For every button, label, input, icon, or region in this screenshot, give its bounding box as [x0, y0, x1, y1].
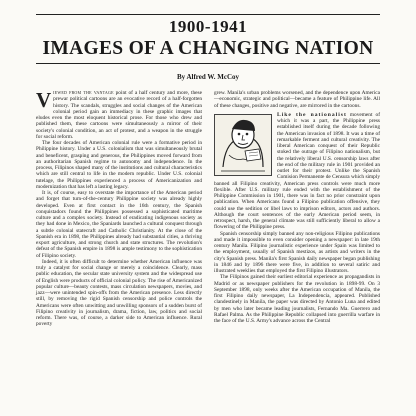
right-column [214, 90, 380, 324]
paragraph-2: The four decades of American colonial rule were a formative period in Philippine history. Under a U.S. colonialism that was simultaneously brutal and beneficent, grasping and generous, the Philippines moved forward from an authoritarian Spanish regime to autonomy and independence. In the process, Filipinos shaped many of the institutions and cultural characteristics which are still central to life in the modern republic. Under U.S. colonial tutelage, the Philippines experienced a process of Americanization and modernization that has left a lasting legacy. [36, 140, 202, 190]
paragraph-4: Indeed, it is often difficult to determine whether American influence was truly a catalyst for social change or merely a coincidence. Clearly, mass public education, the secular state university system and the widespread use of English were products of official colonial policy. The rise of Americanized popular culture—beauty contests, mass circulation newspapers, movies, and jazz—were unintended spin-offs from the American presence. Less directly still, by removing the rigid Spanish censorship and police controls the Americans were often unwitting and unwilling sponsors of a sudden burst of Filipino creativity in journalism, drama, fiction, law, politics and social reform. There was, of course, a darker side to American influence. Rural poverty [36, 258, 202, 328]
section-paragraph [214, 112, 380, 231]
period-years: 1900-1941 [168, 17, 248, 36]
byline: By Alfred W. McCoy [176, 73, 240, 81]
paragraph-continued: grew. Manila's urban problems worsened, and the dependence upon America—economic, strategic and political—became a feature of Philippine life. All of these changes, positive and negative, are mirrored in the cartoons. [214, 90, 380, 109]
lead-in-caps: iewed from the vantage [53, 90, 114, 96]
top-rule [36, 14, 380, 15]
drop-cap: V [36, 88, 52, 112]
paragraph-text: movement of which it was a part, the Philippine press established itself during the decade following the American invasion of 1898. It was a time of remarkable ferment and cultural creativity. The liberal American conquest of their Republic stoked the outrage of Filipino nationalism, but the relatively liberal U.S. censorship laws after the end of the military rule in 1901 provided an outlet for their protest. Unlike the Spanish Comision Permanente de Censura which simply banned all Filipino creativity, American press controls were much more flexible. After U.S. military rule ended with the establishment of the Philippine Commission in 1901, there was in fact no prior constraint upon publication. When Americans found a Filipino publication offensive, they could use the sedition or libel laws to imprison editors, actors and authors. Although the court sentences of the early American period seem, in retrospect, harsh, the general climate was still sufficiently liberal to allow a flowering of the Philippine press. [214, 111, 380, 231]
paragraph-3: It is, of course, easy to overstate the importance of the American period and forget that turn-of-the-century Philippine society was already highly developed. Even at first contact in the 16th century, the Spanish conquistadors found the Philippines possessed a sophisticated maritime culture and a complex society. Instead of eradicating indigenous society as they had done in Mexico, the Spaniards launched a cultural conquest through a subtle colonial statecraft and Catholic Christianity. At the close of the Spanish era in 1898, the Philippines already had substantial cities, a thriving export agriculture, and strong church and state structures. The revolution's defeat of the Spanish empire in 1898 is ample testimony to the sophistication of Filipino society. [36, 190, 202, 259]
left-column [36, 90, 202, 328]
paragraph-7: The Filipinos gained their earliest editorial experience as propagandists in Madrid or as newspaper publishers for the revolution in 1898-99. On 3 September 1898, only weeks after the American occupation of Manila, the first Filipino daily newspaper, La Independencia, appeared. Published clandestinely in Manila, the paper was directed by Antonio Luna and edited by men who later became leading journalists, Fernando Ma. Guerrero and Rafael Palma. As the Philippine Republic collapsed into guerrilla warfare in the face of the U.S. Army's advance across the Central [214, 274, 380, 324]
paragraph-1 [36, 90, 202, 140]
title-rule [36, 63, 380, 64]
paragraph-text: point of a half century and more, these prewar political cartoons are an evocative record of a half-forgotten history. The scandals, struggles and social changes of the American colonial period gain an immediacy in these graphic images that eludes even the most eloquent historical prose. For those who drew and published them, these cartoons were simultaneously a mirror of their society's colonial condition, an act of protest, and a weapon in the struggle for social reform. [36, 90, 202, 140]
section-lead-in: Like the nationalist [277, 111, 347, 118]
article-title: IMAGES OF A CHANGING NATION [42, 38, 374, 59]
paragraph-6: Spanish censorship simply banned any non-religious Filipino publications and made it impossible to even consider opening a newspaper: in late 19th century Manila. Filipino journalistic experience under Spain was limited to the employment, usually of Spanish mestizos, as artists and writers in the city's Spanish press. Manila's first Spanish daily newspaper began publishing in 1846 and by 1896 there were five, in addition to several satiric and illustrated weeklies that employed the first Filipino illustrators. [214, 230, 380, 274]
caricature-illustration [214, 114, 272, 176]
caricature-drawing [215, 115, 271, 175]
